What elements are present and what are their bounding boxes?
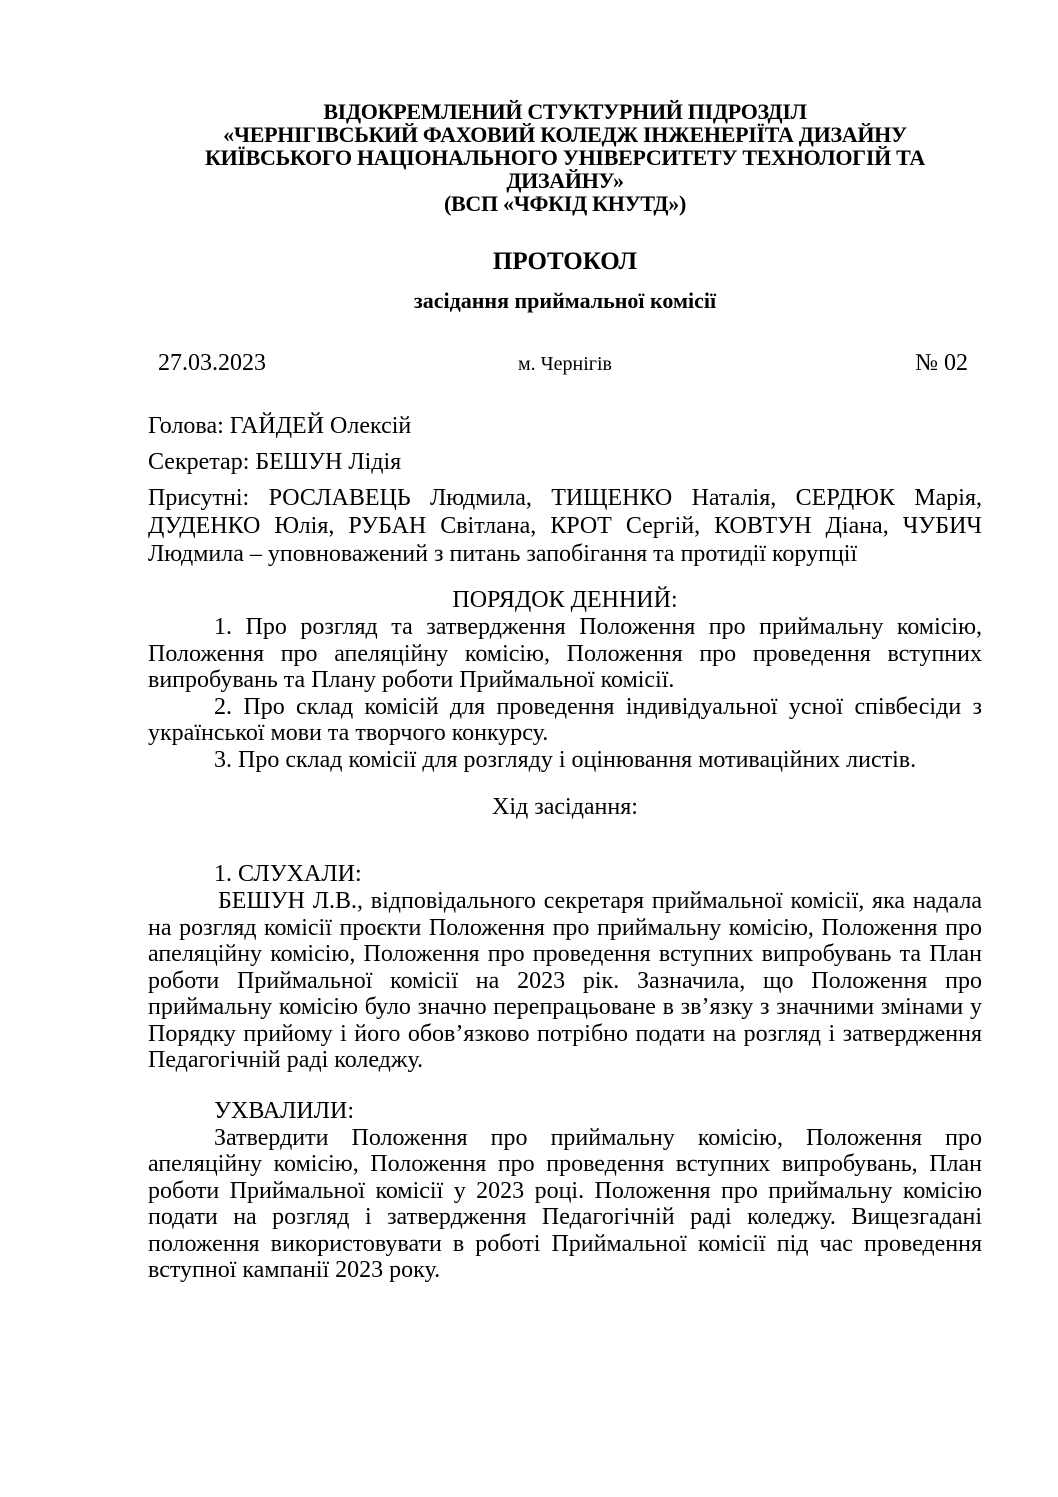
chair: Голова: ГАЙДЕЙ Олексій <box>148 413 412 439</box>
decided-text: Затвердити Положення про приймальну комісію, Положення про апеляційну комісію, Положення про проведення вступних випробувань, План роботи Приймальної комісії у 2023 році. Положення про приймальну комісію подати на розгляд і затвердження Педагогічній раді коледжу. Вищезгадані положення використовувати в роботі Приймальної комісії під час проведення вступної кампанії 2023 року. <box>148 1124 982 1283</box>
agenda-item: 2. Про склад комісій для проведення індивідуальної усної співбесіди з української мови та творчого конкурсу. <box>148 693 982 746</box>
header-line: (ВСП «ЧФКІД КНУТД») <box>444 191 686 216</box>
document-meta <box>148 350 982 380</box>
present-members: Присутні: РОСЛАВЕЦЬ Людмила, ТИЩЕНКО Наталія, СЕРДЮК Марія, ДУДЕНКО Юлія, РУБАН Світлана, КРОТ Сергій, КОВТУН Діана, ЧУБИЧ Людмила – уповноважений з питань запобігання та протидії корупції <box>148 485 982 567</box>
attendees-section <box>148 412 982 568</box>
decided-label: УХВАЛИЛИ: <box>214 1097 355 1124</box>
agenda-item: 1. Про розгляд та затвердження Положення про приймальну комісію, Положення про апеляційну комісію, Положення про проведення вступних випробувань та Плану роботи Приймальної комісії. <box>148 614 982 693</box>
decided-block <box>148 1098 982 1284</box>
proceedings-section <box>148 793 982 1284</box>
heard-block <box>148 861 982 1074</box>
header-line: КИЇВСЬКОГО НАЦІОНАЛЬНОГО УНІВЕРСИТЕТУ ТЕХНОЛОГІЙ ТА <box>204 145 926 170</box>
header-line: «ЧЕРНІГІВСЬКИЙ ФАХОВИЙ КОЛЕДЖ ІНЖЕНЕРІЇТА ДИЗАЙНУ <box>223 122 907 147</box>
agenda-item: 3. Про склад комісії для розгляду і оцінювання мотиваційних листів. <box>214 746 917 773</box>
document-number: № 02 <box>915 350 968 376</box>
agenda-heading: ПОРЯДОК ДЕННИЙ: <box>452 587 678 613</box>
heard-text: БЕШУН Л.В., відповідального секретаря приймальної комісії, яка надала на розгляд комісії проєкти Положення про приймальну комісію, Положення про апеляційну комісію, Положення про проведення вступних випробувань та План роботи Приймальної комісії на 2023 рік. Зазначила, що Положення про приймальну комісію було значно перепрацьоване в зв’язку з значними змінами у Порядку прийому і його обов’язково потрібно подати на розгляд і затвердження Педагогічній раді коледжу. <box>148 888 982 1073</box>
secretary: Секретар: БЕШУН Лідія <box>148 449 402 475</box>
institution-header <box>148 100 982 215</box>
document-date: 27.03.2023 <box>158 350 266 376</box>
document-page <box>148 100 982 1284</box>
proceedings-heading: Хід засідання: <box>492 794 638 820</box>
header-line: ВІДОКРЕМЛЕНИЙ СТУКТУРНИЙ ПІДРОЗДІЛ <box>323 99 807 124</box>
document-title: ПРОТОКОЛ <box>492 248 638 275</box>
header-line: ДИЗАЙНУ» <box>506 168 624 193</box>
heard-label: 1. СЛУХАЛИ: <box>214 861 362 887</box>
document-city: м. Чернігів <box>518 353 612 375</box>
agenda-section <box>148 586 982 773</box>
document-subtitle: засідання приймальної комісії <box>413 288 717 313</box>
